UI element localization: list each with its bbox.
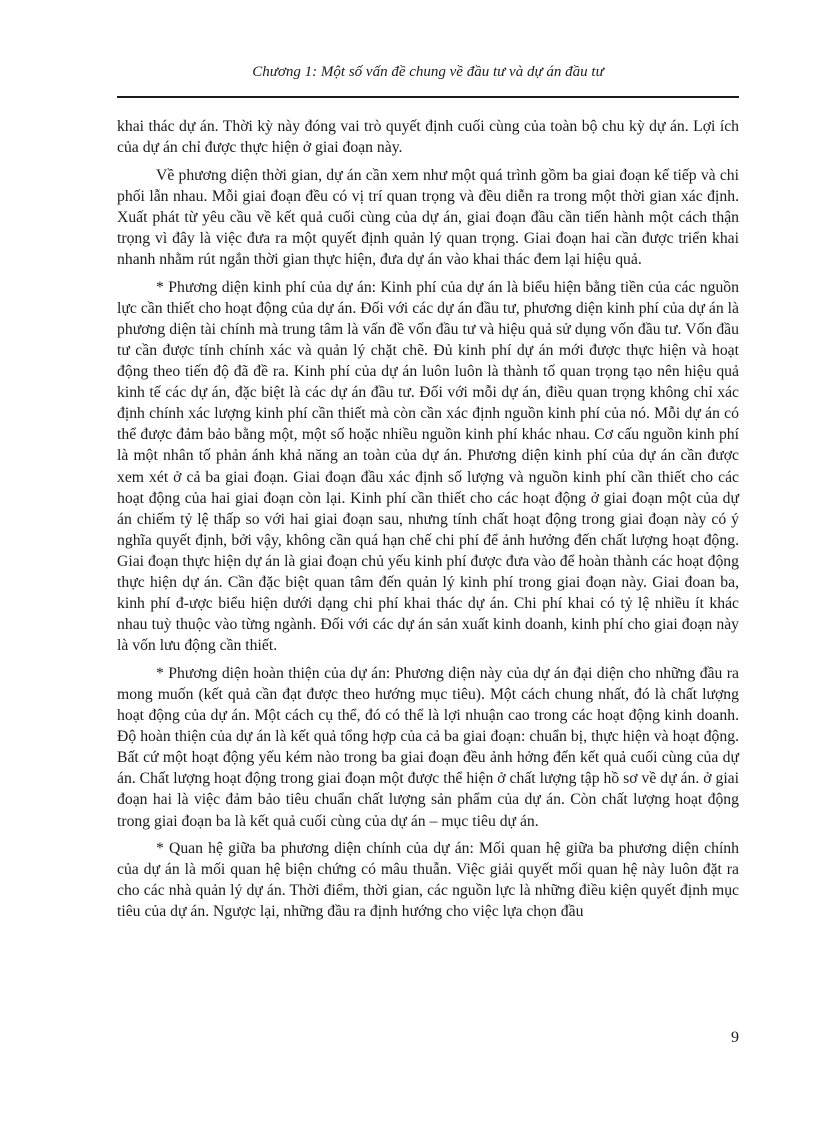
paragraph: * Phương diện hoàn thiện của dự án: Phương diện này của dự án đại diện cho những đầu ra mong muốn (kết quả cần đạt được theo hướng mục tiêu). Một cách chung nhất, đó là chất lượng hoạt động của dự án. Một cách cụ thể, đó có thể là lợi nhuận cao trong các hoạt động kinh doanh. Độ hoàn thiện của dự án là kết quả tổng hợp của cả ba giai đoạn: chuẩn bị, thực hiện và hoạt động. Bất cứ một hoạt động yếu kém nào trong ba giai đoạn đều ảnh hởng đến kết quả cuối cùng của dự án. Chất lượng hoạt động trong giai đoạn một được thể hiện ở chất lượng tập hồ sơ về dự án. ở giai đoạn hai là việc đảm bảo tiêu chuẩn chất lượng sản phẩm của dự án. Còn chất lượng hoạt động trong giai đoạn ba là kết quả cuối cùng của dự án – mục tiêu dự án. (117, 664, 739, 830)
paragraph: * Phương diện kinh phí của dự án: Kinh phí của dự án là biểu hiện bằng tiền của các nguồn lực cần thiết cho hoạt động của dự án. Đối với các dự án đầu tư, phương diện kinh phí của dự án là phương diện tài chính mà trung tâm là vấn đề vốn đầu tư và hiệu quả sử dụng vốn đầu tư. Vốn đầu tư cần được tính chính xác và quản lý chặt chẽ. Đủ kinh phí dự án mới được thực hiện và hoạt động theo tiến độ đã đề ra. Kinh phí của dự án luôn luôn là thành tố quan trọng tạo nên hiệu quả kinh tế các dự án, đặc biệt là các dự án đầu tư. Đối với mỗi dự án, điều quan trọng không chỉ xác định chính xác lượng kinh phí cần thiết mà còn cần xác định nguồn kinh phí của nó. Mỗi dự án có thể được đảm bảo bằng một, một số hoặc nhiều nguồn kinh phí khác nhau. Cơ cấu nguồn kinh phí là một nhân tố phản ánh khả năng an toàn của dự án. Phương diện kinh phí của dự án cần được xem xét ở cả ba giai đoạn. Giai đoạn đầu xác định số lượng và nguồn kinh phí cần thiết cho các hoạt động của hai giai đoạn còn lại. Kinh phí cần thiết cho các hoạt động ở giai đoạn một của dự án chiếm tỷ lệ thấp so với hai giai đoạn sau, nhưng tính chất hoạt động trong giai đoạn này có ý nghĩa quyết định, bởi vậy, không cần quá hạn chế chi phí để ảnh hưởng đến chất lượng hoạt động. Giai đoạn thực hiện dự án là giai đoạn chủ yếu kinh phí được đưa vào để hoàn thành các hoạt động thực hiện dự án. Cần đặc biệt quan tâm đến quản lý kinh phí trong giai đoạn này. Giai đoan ba, kinh phí đ-ược biểu hiện dưới dạng chi phí khai thác dự án. Chi phí khai có tỷ lệ nhiều ít khác nhau tuỳ thuộc vào từng ngành. Đối với các dự án sản xuất kinh doanh, kinh phí cho giai đoạn này là vốn lưu động cần thiết. (117, 278, 739, 655)
page-number: 9 (731, 1029, 739, 1046)
page-body (117, 116, 739, 929)
paragraph: * Quan hệ giữa ba phương diện chính của dự án: Mối quan hệ giữa ba phương diện chính của dự án là mối quan hệ biện chứng có mâu thuẫn. Việc giải quyết mối quan hệ này luôn đặt ra cho các nhà quản lý dự án. Thời điểm, thời gian, các nguồn lực là những điều kiện quyết định mục tiêu của dự án. Ngược lại, những đầu ra định hướng cho việc lựa chọn đầu (117, 840, 739, 921)
paragraph: khai thác dự án. Thời kỳ này đóng vai trò quyết định cuối cùng của toàn bộ chu kỳ dự án. Lợi ích của dự án chỉ được thực hiện ở giai đoạn này. (117, 118, 739, 157)
page-header: Chương 1: Một số vấn đề chung về đầu tư và dự án đầu tư (252, 64, 604, 80)
header-rule (117, 96, 739, 98)
paragraph: Về phương diện thời gian, dự án cần xem như một quá trình gồm ba giai đoạn kế tiếp và chi phối lẫn nhau. Mỗi giai đoạn đều có vị trí quan trọng và đều diễn ra trong một thời gian xác định. Xuất phát từ yêu cầu về kết quả cuối cùng của dự án, giai đoạn đầu cần tiến hành một cách thận trọng vì đây là việc đưa ra một quyết định quản lý quan trọng. Giai đoạn hai cần được triển khai nhanh nhằm rút ngắn thời gian thực hiện, đưa dự án vào khai thác đem lại hiệu quả. (117, 166, 739, 269)
